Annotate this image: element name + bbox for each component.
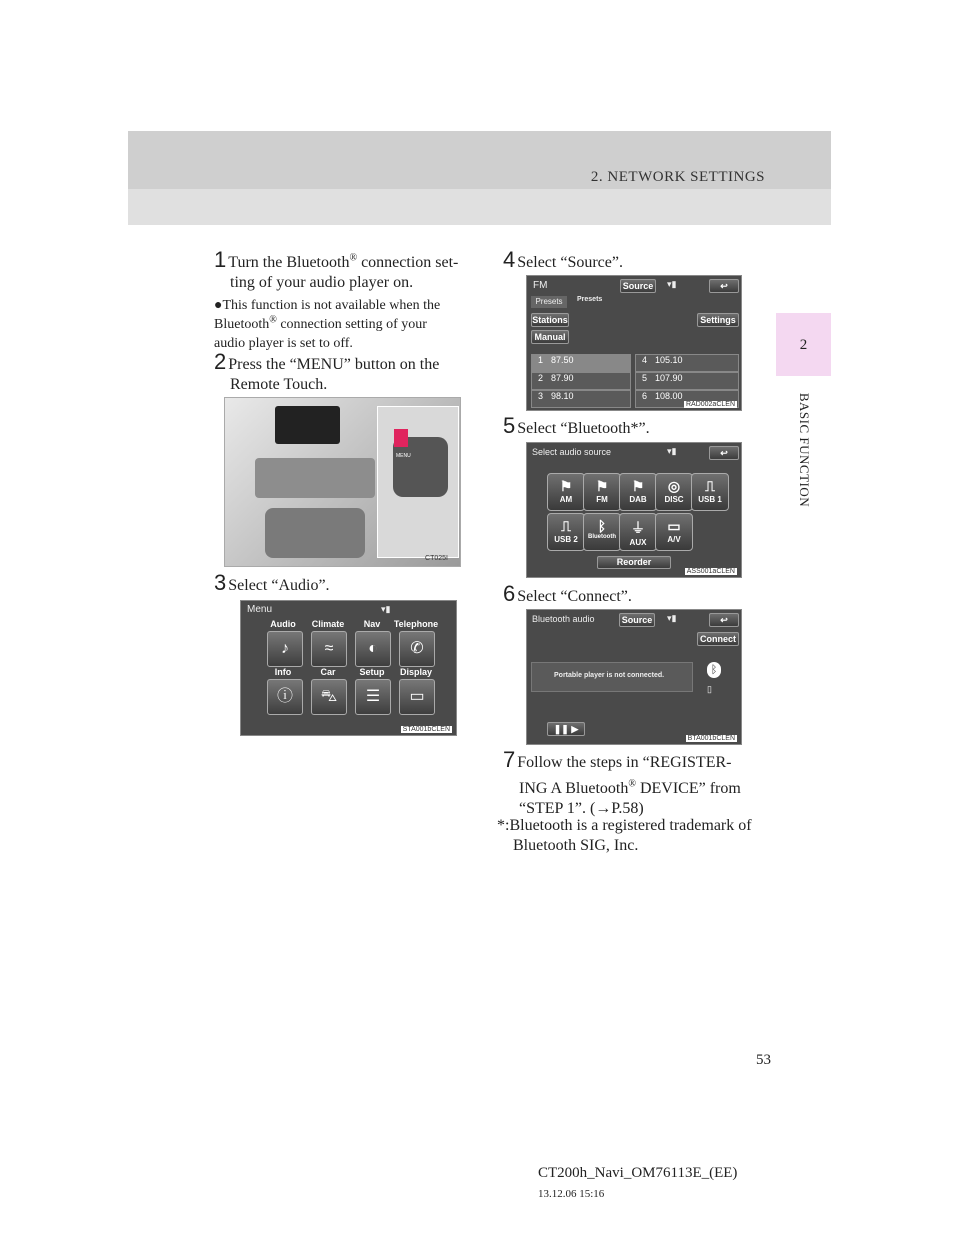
- step-1: 1 Turn the Bluetooth® connection set- ting of your audio player on.: [214, 247, 459, 291]
- signal-icon: ▾▮: [667, 279, 677, 289]
- page-number: 53: [756, 1052, 771, 1068]
- step-6: 6 Select “Connect”.: [503, 581, 632, 606]
- source-av[interactable]: ▭ A/V: [655, 513, 693, 551]
- step-5: 5 Select “Bluetooth*”.: [503, 413, 650, 438]
- bt-title: Bluetooth audio: [532, 614, 595, 624]
- status-message: Portable player is not connected.: [554, 672, 665, 679]
- preset-5[interactable]: 5 107.90: [635, 372, 739, 390]
- stations-button[interactable]: Stations: [532, 315, 568, 325]
- signal-icon: ▾▮: [381, 604, 391, 614]
- climate-icon[interactable]: ≈: [311, 631, 347, 667]
- menu-title: Menu: [247, 604, 273, 615]
- presets-label: Presets: [577, 296, 603, 303]
- status-panel: [531, 662, 693, 692]
- settings-button[interactable]: Settings: [697, 313, 739, 327]
- menu-screenshot: [240, 600, 457, 736]
- doc-code: CT200h_Navi_OM76113E_(EE): [538, 1165, 738, 1181]
- source-usb2[interactable]: ⎍ USB 2: [547, 513, 585, 551]
- remote-touch-inset: [377, 406, 459, 558]
- source-screenshot: [526, 442, 742, 578]
- chapter-tab: [776, 313, 831, 376]
- step-4: 4 Select “Source”.: [503, 247, 623, 272]
- dashboard-image: [224, 397, 461, 567]
- section-title: 2. NETWORK SETTINGS: [590, 169, 765, 185]
- image-caption: ASS001aCLEN: [686, 568, 735, 575]
- tab-presets[interactable]: Presets: [531, 296, 567, 308]
- back-icon[interactable]: ↩: [709, 279, 739, 293]
- reorder-button[interactable]: Reorder: [597, 556, 671, 569]
- source-bluetooth[interactable]: ᛒ Bluetooth: [583, 513, 621, 551]
- signal-icon: ▾▮: [667, 446, 677, 456]
- car-icon[interactable]: ⛍: [311, 679, 347, 715]
- preset-2[interactable]: 2 87.90: [531, 372, 631, 390]
- step-7: 7 Follow the steps in “REGISTER- ING A Bluetooth® DEVICE” from “STEP 1”. (→P.58): [503, 747, 741, 817]
- nav-icon[interactable]: ◐: [355, 631, 391, 667]
- center-console: [255, 458, 375, 498]
- source-dab[interactable]: ⚑ DAB: [619, 473, 657, 511]
- menu-label-nav: Nav: [363, 619, 381, 629]
- chapter-number: 2: [799, 337, 808, 353]
- source-fm[interactable]: ⚑ FM: [583, 473, 621, 511]
- display-screen: [275, 406, 340, 444]
- source-aux[interactable]: ⏚ AUX: [619, 513, 657, 551]
- play-pause-button[interactable]: ❚❚ ▶: [547, 722, 585, 736]
- image-caption: BTA001bCLEN: [687, 735, 735, 742]
- image-caption: STA001bCLEN: [402, 726, 450, 733]
- phone-battery-icon: ▯: [707, 684, 712, 694]
- chapter-label: [795, 392, 813, 512]
- telephone-icon[interactable]: ✆: [399, 631, 435, 667]
- preset-6[interactable]: 6 108.00: [635, 390, 739, 408]
- manual-button[interactable]: Manual: [531, 330, 569, 344]
- chapter-label-text: BASIC FUNCTION: [797, 392, 812, 508]
- print-stamp: 13.12.06 15:16: [538, 1188, 605, 1200]
- info-icon[interactable]: ⓘ: [267, 679, 303, 715]
- menu-label-audio: Audio: [270, 619, 296, 629]
- image-caption: RAD002aCLEN: [685, 401, 735, 408]
- menu-button-label: MENU: [396, 453, 411, 459]
- source-title: Select audio source: [532, 447, 612, 457]
- back-icon[interactable]: ↩: [709, 613, 739, 627]
- menu-label-display: Display: [399, 667, 432, 677]
- source-am[interactable]: ⚑ AM: [547, 473, 585, 511]
- menu-label-car: Car: [320, 667, 336, 677]
- step-3: 3 Select “Audio”.: [214, 570, 330, 595]
- back-icon[interactable]: ↩: [709, 446, 739, 460]
- note-bullet: ●This function is not available when the Bluetooth® connection setting of your audio player is set to off.: [214, 298, 441, 351]
- menu-label-setup: Setup: [359, 667, 385, 677]
- page-header: [128, 131, 831, 225]
- source-usb1[interactable]: ⎍ USB 1: [691, 473, 729, 511]
- menu-label-telephone: Telephone: [393, 619, 439, 629]
- step-2: 2 Press the “MENU” button on the Remote Touch.: [214, 349, 440, 393]
- signal-icon: ▾▮: [667, 613, 677, 623]
- connect-button[interactable]: Connect: [697, 632, 739, 646]
- preset-4[interactable]: 4 105.10: [635, 354, 739, 372]
- image-caption: CT025I: [425, 555, 448, 562]
- fm-title: FM: [533, 280, 548, 291]
- shifter-area: [265, 508, 365, 558]
- menu-label-climate: Climate: [311, 619, 345, 629]
- pointer-arrow-icon: [394, 429, 408, 447]
- audio-icon[interactable]: ♪: [267, 631, 303, 667]
- bluetooth-icon: ᛒ: [707, 662, 721, 678]
- display-icon[interactable]: ▭: [399, 679, 435, 715]
- footnote: *:Bluetooth is a registered trademark of Bluetooth SIG, Inc.: [497, 817, 752, 854]
- source-button[interactable]: Source: [619, 613, 655, 627]
- preset-3[interactable]: 3 98.10: [531, 390, 631, 408]
- bt-audio-screenshot: [526, 609, 742, 745]
- source-disc[interactable]: ◎ DISC: [655, 473, 693, 511]
- menu-label-info: Info: [274, 667, 292, 677]
- source-button[interactable]: Source: [620, 279, 656, 293]
- arrow-right-icon: →: [595, 800, 612, 817]
- preset-1[interactable]: 1 87.50: [531, 354, 631, 372]
- setup-icon[interactable]: ☰: [355, 679, 391, 715]
- fm-screenshot: [526, 275, 742, 411]
